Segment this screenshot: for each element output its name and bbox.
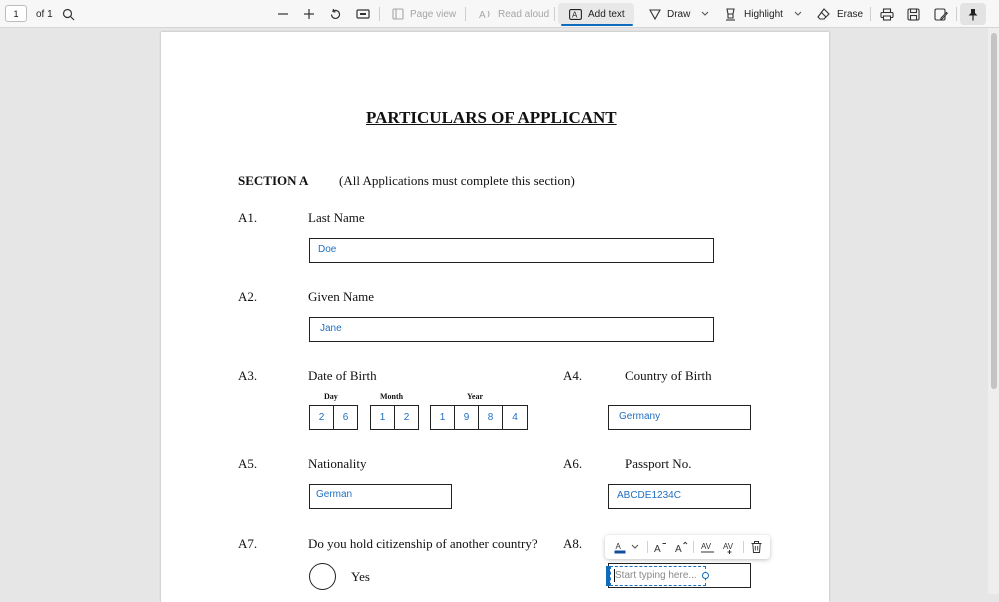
dob-month-digit-1[interactable]: 1 xyxy=(370,405,395,430)
read-aloud-icon xyxy=(479,8,492,20)
format-divider xyxy=(743,541,744,553)
zoom-in-icon[interactable] xyxy=(303,0,315,28)
search-icon[interactable] xyxy=(62,0,75,28)
given-name-field[interactable] xyxy=(309,317,714,342)
page-view-button[interactable] xyxy=(392,0,456,28)
a4-number: A4. xyxy=(563,368,583,383)
erase-button[interactable] xyxy=(817,0,863,28)
yes-label: Yes xyxy=(351,569,370,584)
add-text-label: Add text xyxy=(588,8,625,20)
draw-button[interactable] xyxy=(649,0,690,28)
format-divider xyxy=(693,541,694,553)
dob-day-digit-2[interactable]: 6 xyxy=(333,405,358,430)
document-title: PARTICULARS OF APPLICANT xyxy=(366,108,617,127)
a5-number: A5. xyxy=(238,456,258,471)
save-icon[interactable] xyxy=(907,0,920,28)
passport-number-label: Passport No. xyxy=(625,456,692,471)
active-tool-indicator xyxy=(561,24,633,26)
nationality-value[interactable]: German xyxy=(316,489,353,500)
toolbar-divider xyxy=(870,7,871,21)
a3-number: A3. xyxy=(238,368,258,383)
a7-number: A7. xyxy=(238,536,258,551)
character-spacing-increase-icon[interactable] xyxy=(721,535,737,559)
page-view-icon xyxy=(392,8,404,20)
highlight-button[interactable] xyxy=(724,0,783,28)
fit-page-icon[interactable] xyxy=(356,0,370,28)
country-of-birth-label: Country of Birth xyxy=(625,368,712,383)
dob-year-digit-1[interactable]: 1 xyxy=(430,405,455,430)
draw-icon xyxy=(649,8,661,20)
a2-number: A2. xyxy=(238,289,258,304)
highlighter-icon xyxy=(724,8,737,21)
text-box-move-handle[interactable] xyxy=(606,566,610,586)
svg-text:AV: AV xyxy=(700,541,711,551)
a6-number: A6. xyxy=(563,456,583,471)
day-label: Day xyxy=(324,392,338,401)
text-box-resize-handle[interactable] xyxy=(702,572,709,579)
nationality-label: Nationality xyxy=(308,456,367,471)
erase-label: Erase xyxy=(837,8,864,20)
passport-number-value[interactable]: ABCDE1234C xyxy=(617,490,681,501)
save-as-icon[interactable] xyxy=(934,0,948,28)
read-aloud-label: Read aloud xyxy=(498,8,550,20)
toolbar-divider xyxy=(379,7,380,21)
dob-day-digit-1[interactable]: 2 xyxy=(309,405,334,430)
draw-label: Draw xyxy=(667,8,691,20)
svg-text:A: A xyxy=(615,541,621,551)
svg-text:AV: AV xyxy=(722,541,733,551)
svg-text:A: A xyxy=(653,544,661,553)
section-note: (All Applications must complete this section) xyxy=(339,173,575,188)
draw-options-chevron-down-icon[interactable] xyxy=(701,0,709,28)
increase-font-size-icon[interactable] xyxy=(674,535,688,559)
country-of-birth-value[interactable]: Germany xyxy=(619,411,661,422)
eraser-icon xyxy=(817,8,830,20)
given-name-value[interactable]: Jane xyxy=(320,323,342,334)
decrease-font-size-icon[interactable] xyxy=(653,535,667,559)
page-total-text: of 1 xyxy=(36,8,53,20)
last-name-field[interactable] xyxy=(309,238,714,263)
dob-year-digit-2[interactable]: 9 xyxy=(454,405,479,430)
toolbar-divider xyxy=(956,7,957,21)
page-number-input[interactable]: 1 xyxy=(5,5,27,22)
pin-icon[interactable] xyxy=(967,0,979,28)
format-divider xyxy=(647,541,648,553)
text-color-icon[interactable] xyxy=(613,535,627,559)
given-name-label: Given Name xyxy=(308,289,375,304)
svg-text:A: A xyxy=(479,10,486,20)
text-format-toolbar xyxy=(605,535,770,559)
read-aloud-button[interactable] xyxy=(479,0,549,28)
year-label: Year xyxy=(467,392,483,401)
dob-year-digit-4[interactable]: 4 xyxy=(502,405,528,430)
highlight-options-chevron-down-icon[interactable] xyxy=(794,0,802,28)
toolbar-divider xyxy=(554,7,555,21)
add-text-icon xyxy=(569,9,582,20)
character-spacing-decrease-icon[interactable] xyxy=(699,535,715,559)
svg-text:A: A xyxy=(674,544,682,553)
date-of-birth-label: Date of Birth xyxy=(308,368,377,383)
pdf-page xyxy=(161,32,829,602)
dob-month-digit-2[interactable]: 2 xyxy=(394,405,419,430)
zoom-out-icon[interactable] xyxy=(277,0,289,28)
vertical-scrollbar-thumb[interactable] xyxy=(991,33,997,389)
page-view-label: Page view xyxy=(410,8,457,20)
last-name-value[interactable]: Doe xyxy=(318,244,337,255)
text-box-placeholder[interactable]: Start typing here... xyxy=(615,570,697,581)
last-name-label: Last Name xyxy=(308,210,365,225)
toolbar-divider xyxy=(465,7,466,21)
rotate-icon[interactable] xyxy=(329,0,342,28)
other-citizenship-yes-radio[interactable] xyxy=(309,563,336,590)
month-label: Month xyxy=(380,392,404,401)
page-total-label xyxy=(36,0,53,28)
svg-text:A: A xyxy=(572,10,578,19)
a1-number: A1. xyxy=(238,210,258,225)
highlight-label: Highlight xyxy=(744,8,783,20)
dob-year-digit-3[interactable]: 8 xyxy=(478,405,503,430)
print-icon[interactable] xyxy=(880,0,894,28)
section-label: SECTION A xyxy=(238,173,309,188)
delete-trash-icon[interactable] xyxy=(749,535,763,559)
a8-number: A8. xyxy=(563,536,583,551)
text-color-chevron-down-icon[interactable] xyxy=(630,535,640,559)
other-citizenship-label: Do you hold citizenship of another country? xyxy=(308,536,538,551)
pdf-toolbar xyxy=(0,0,999,28)
